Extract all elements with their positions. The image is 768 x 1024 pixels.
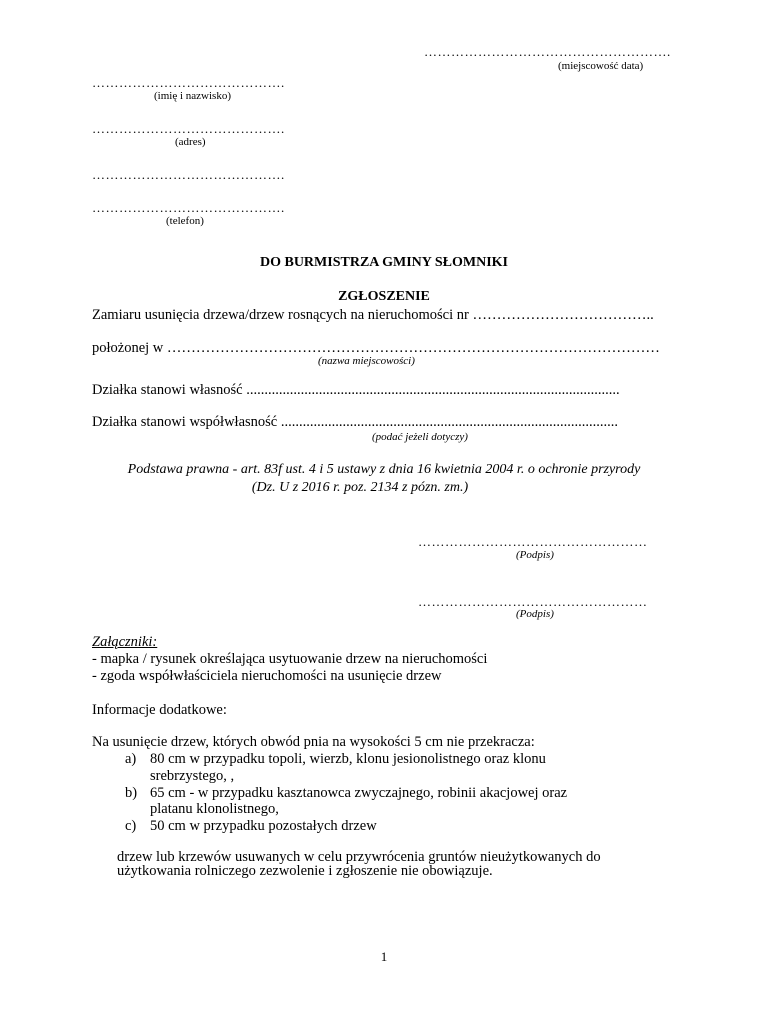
location-label: (nazwa miejscowości) [318, 355, 415, 367]
attachment-item-1: - mapka / rysunek określająca usytuowanie drzew na nieruchomości [92, 651, 488, 667]
signature-field-2[interactable]: …………………………………………… [418, 594, 648, 609]
place-date-label: (miejscowość data) [558, 60, 644, 72]
signature-field-1[interactable]: …………………………………………… [418, 534, 648, 549]
address-label: (adres) [175, 136, 206, 148]
info-intro: Na usunięcie drzew, których obwód pnia na wysokości 5 cm nie przekracza: [92, 734, 535, 750]
property-number-line[interactable]: Zamiaru usunięcia drzewa/drzew rosnących na nieruchomości nr ……………………………….. [92, 307, 654, 323]
ownership-line[interactable]: Działka stanowi własność ....................................................................................................... [92, 382, 620, 398]
page-number: 1 [380, 949, 388, 964]
name-label: (imię i nazwisko) [154, 90, 231, 102]
info-heading: Informacje dodatkowe: [92, 702, 227, 718]
legal-basis-line-2: (Dz. U z 2016 r. poz. 2134 z pózn. zm.) [251, 480, 469, 495]
info-closing-line-1: drzew lub krzewów usuwanych w celu przywrócenia gruntów nieużytkowanych do [117, 849, 601, 865]
document-title: ZGŁOSZENIE [338, 289, 430, 304]
signature-label-2: (Podpis) [516, 608, 554, 620]
list-item-c-line-1: 50 cm w przypadku pozostałych drzew [150, 818, 377, 834]
attachments-heading: Załączniki: [92, 634, 158, 650]
list-item-a-line-2: srebrzystego, , [150, 768, 235, 784]
name-field[interactable]: ……………………………………. [92, 75, 285, 90]
attachment-item-2: - zgoda współwłaściciela nieruchomości na usunięcie drzew [92, 668, 442, 684]
place-date-field[interactable]: ………………………………………………. [424, 44, 671, 59]
address-field-2[interactable]: ……………………………………. [92, 167, 285, 182]
co-ownership-label: (podać jeżeli dotyczy) [372, 431, 468, 443]
list-item-a-line-1: 80 cm w przypadku topoli, wierzb, klonu jesionolistnego oraz klonu [150, 751, 546, 767]
address-field[interactable]: ……………………………………. [92, 121, 285, 136]
co-ownership-line[interactable]: Działka stanowi współwłasność ............................................................................................. [92, 414, 618, 430]
list-item-b-line-2: platanu klonolistnego, [150, 801, 279, 817]
info-closing-line-2: użytkowania rolniczego zezwolenie i zgłoszenie nie obowiązuje. [117, 863, 493, 879]
phone-label: (telefon) [166, 215, 204, 227]
signature-label-1: (Podpis) [516, 549, 554, 561]
phone-field[interactable]: ……………………………………. [92, 200, 285, 215]
list-marker-c: c) [125, 818, 137, 834]
location-line[interactable]: położonej w ………………………………………………………………………………………… [92, 340, 660, 356]
list-marker-b: b) [125, 785, 138, 801]
legal-basis-line-1: Podstawa prawna - art. 83f ust. 4 i 5 ustawy z dnia 16 kwietnia 2004 r. o ochronie przyrody [127, 462, 641, 477]
addressee: DO BURMISTRZA GMINY SŁOMNIKI [259, 255, 508, 270]
list-item-b-line-1: 65 cm - w przypadku kasztanowca zwyczajnego, robinii akacjowej oraz [150, 785, 568, 801]
list-marker-a: a) [125, 751, 137, 767]
